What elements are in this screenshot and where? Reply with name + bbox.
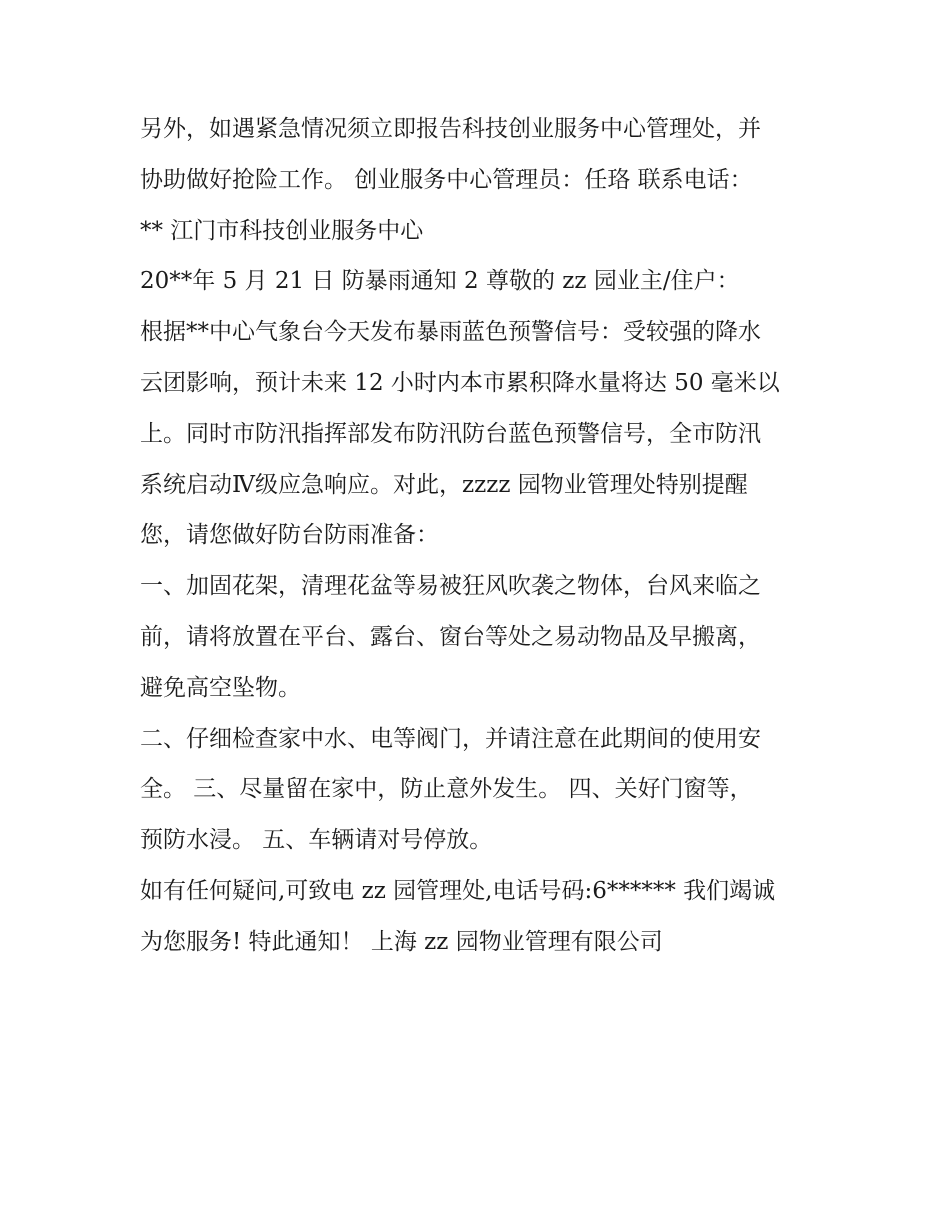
text-line: 云团影响，预计未来 12 小时内本市累积降水量将达 50 毫米以: [140, 369, 780, 396]
text-line: 为您服务! 特此通知！ 上海 zz 园物业管理有限公司: [140, 928, 663, 955]
text-line: ** 江门市科技创业服务中心: [140, 217, 424, 244]
text-line: 如有任何疑问,可致电 zz 园管理处,电话号码:6****** 我们竭诚: [140, 877, 776, 904]
text-line: 根据**中心气象台今天发布暴雨蓝色预警信号：受较强的降水: [140, 319, 761, 346]
text-line: 系统启动Ⅳ级应急响应。对此，zzzz 园物业管理处特别提醒: [140, 471, 748, 498]
text-line: 前，请将放置在平台、露台、窗台等处之易动物品及早搬离，: [140, 623, 761, 650]
text-line: 一、加固花架，清理花盆等易被狂风吹袭之物体，台风来临之: [140, 573, 761, 600]
document-body: [140, 104, 820, 968]
text-line: 二、仔细检查家中水、电等阀门，并请注意在此期间的使用安: [140, 725, 761, 752]
text-line: 预防水浸。 五、车辆请对号停放。: [140, 827, 493, 854]
text-line: 您，请您做好防台防雨准备：: [140, 522, 439, 549]
text-line: 另外，如遇紧急情况须立即报告科技创业服务中心管理处，并: [140, 116, 761, 142]
text-line: 上。同时市防汛指挥部发布防汛防台蓝色预警信号，全市防汛: [140, 420, 761, 447]
text-line: 20**年 5 月 21 日 防暴雨通知 2 尊敬的 zz 园业主/住户：: [140, 268, 740, 295]
text-line: 协助做好抢险工作。 创业服务中心管理员：任珞 联系电话：: [140, 166, 753, 193]
text-line: 全。 三、尽量留在家中，防止意外发生。 四、关好门窗等，: [140, 776, 753, 803]
text-line: 避免高空坠物。: [140, 674, 301, 701]
